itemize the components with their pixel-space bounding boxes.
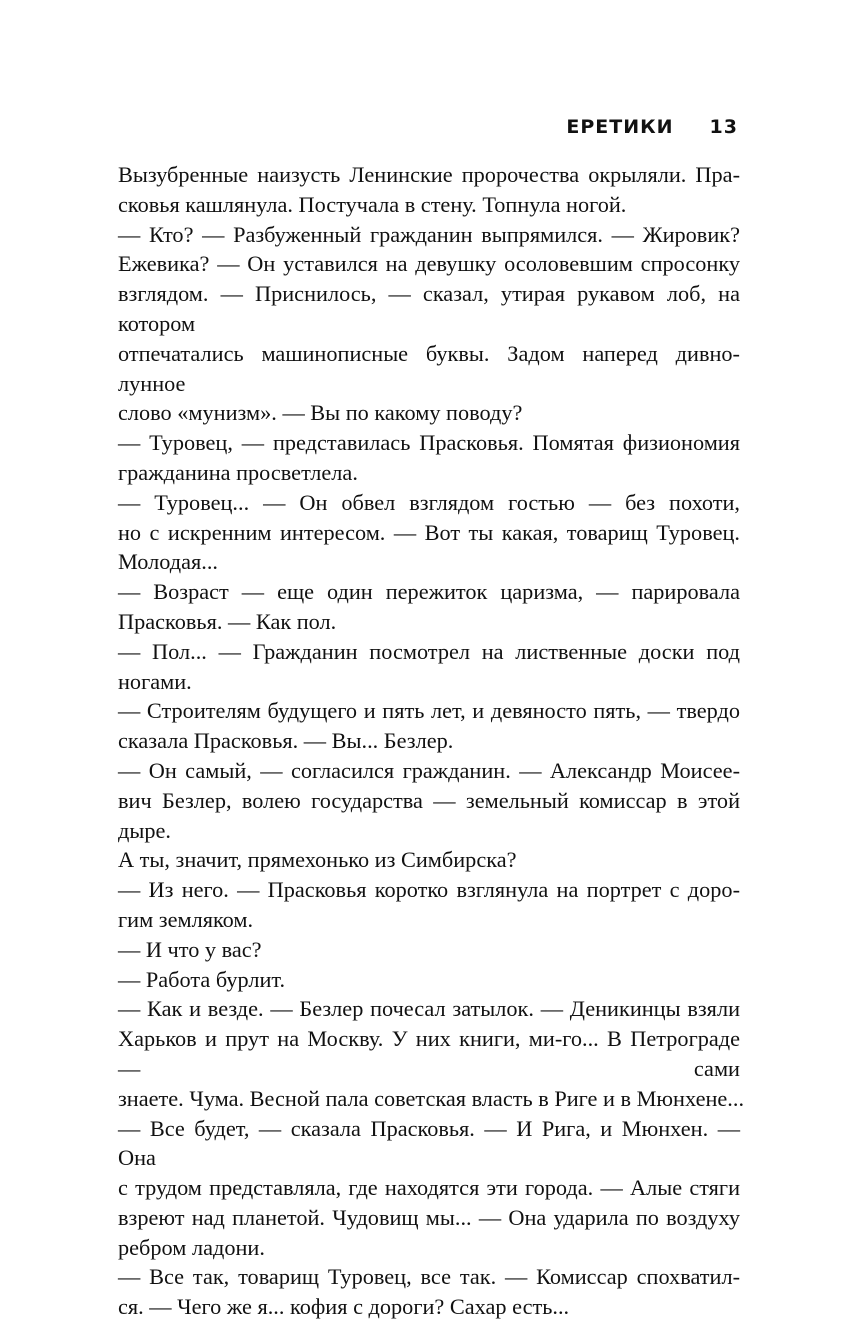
text-line: но с искренним интересом. — Вот ты какая, товарищ Туровец. bbox=[118, 519, 740, 545]
text-line: — Пол... — Гражданин посмотрел на лиственные доски под bbox=[118, 638, 740, 664]
paragraph bbox=[118, 488, 740, 577]
text-line: отпечатались машинописные буквы. Задом наперед дивно-лунное bbox=[118, 340, 740, 396]
text-line: знаете. Чума. Весной пала советская власть в Риге и в Мюнхене... bbox=[118, 1085, 745, 1111]
paragraph bbox=[118, 965, 740, 995]
text-line: слово «мунизм». — Вы по какому поводу? bbox=[118, 400, 523, 426]
text-line: взглядом. — Приснилось, — сказал, утирая рукавом лоб, на котором bbox=[118, 281, 740, 336]
text-line: — И что у вас? bbox=[118, 936, 262, 962]
text-line: Харьков и прут на Москву. У них книги, ми-го... В Петрограде — сами bbox=[118, 1026, 740, 1081]
text-line: — Туровец, — представилась Прасковья. Помятая физиономия bbox=[118, 430, 740, 456]
text-line: — Все будет, — сказала Прасковья. — И Рига, и Мюнхен. — Она bbox=[118, 1115, 740, 1171]
text-line: сказала Прасковья. — Вы... Безлер. bbox=[118, 728, 454, 754]
paragraph bbox=[118, 577, 740, 637]
paragraph bbox=[118, 875, 740, 935]
text-line: — Из него. — Прасковья коротко взглянула на портрет с доро- bbox=[118, 877, 740, 903]
text-line: ногами. bbox=[118, 668, 192, 694]
text-line: Прасковья. — Как пол. bbox=[118, 608, 337, 634]
text-line: — Кто? — Разбуженный гражданин выпрямился. — Жировик? bbox=[118, 221, 740, 247]
paragraph bbox=[118, 935, 740, 965]
text-line: гим земляком. bbox=[118, 906, 254, 932]
text-line: А ты, значит, прямехонько из Симбирска? bbox=[118, 847, 517, 873]
body-text bbox=[118, 160, 745, 1322]
text-line: — Туровец... — Он обвел взглядом гостью — без похоти, bbox=[118, 489, 740, 515]
paragraph bbox=[118, 1114, 740, 1263]
paragraph bbox=[118, 160, 740, 220]
page-number: 13 bbox=[709, 116, 738, 138]
paragraph bbox=[118, 637, 740, 697]
text-line: Молодая... bbox=[118, 549, 218, 575]
running-head bbox=[566, 116, 738, 138]
text-line: — Строителям будущего и пять лет, и девяносто пять, — твердо bbox=[118, 698, 740, 724]
text-line: — Все так, товарищ Туровец, все так. — Комиссар спохватил- bbox=[118, 1264, 740, 1290]
text-line: — Он самый, — согласился гражданин. — Александр Моисее- bbox=[118, 757, 740, 783]
paragraph bbox=[118, 696, 740, 756]
text-line: Вызубренные наизусть Ленинские пророчества окрыляли. Пра- bbox=[118, 162, 740, 187]
text-line: взреют над планетой. Чудовищ мы... — Она ударила по воздуху bbox=[118, 1204, 740, 1230]
paragraph bbox=[118, 1262, 740, 1322]
paragraph bbox=[118, 428, 740, 488]
text-line: — Как и везде. — Безлер почесал затылок. — Деникинцы взяли bbox=[118, 996, 740, 1022]
text-line: гражданина просветлела. bbox=[118, 459, 358, 485]
paragraph bbox=[118, 994, 745, 1113]
text-line: — Работа бурлит. bbox=[118, 966, 286, 992]
text-line: — Возраст — еще один пережиток царизма, — парировала bbox=[118, 579, 740, 605]
paragraph bbox=[118, 756, 740, 875]
text-line: сковья кашлянула. Постучала в стену. Топнула ногой. bbox=[118, 191, 627, 217]
text-line: вич Безлер, волею государства — земельный комиссар в этой дыре. bbox=[118, 787, 740, 843]
paragraph bbox=[118, 220, 740, 429]
text-line: ребром ладони. bbox=[118, 1234, 265, 1260]
text-line: ся. — Чего же я... кофия с дороги? Сахар есть... bbox=[118, 1294, 570, 1320]
text-line: с трудом представляла, где находятся эти города. — Алые стяги bbox=[118, 1175, 740, 1201]
text-line: Ежевика? — Он уставился на девушку осоловевшим спросонку bbox=[118, 251, 740, 277]
running-head-title: ЕРЕТИКИ bbox=[566, 116, 674, 138]
